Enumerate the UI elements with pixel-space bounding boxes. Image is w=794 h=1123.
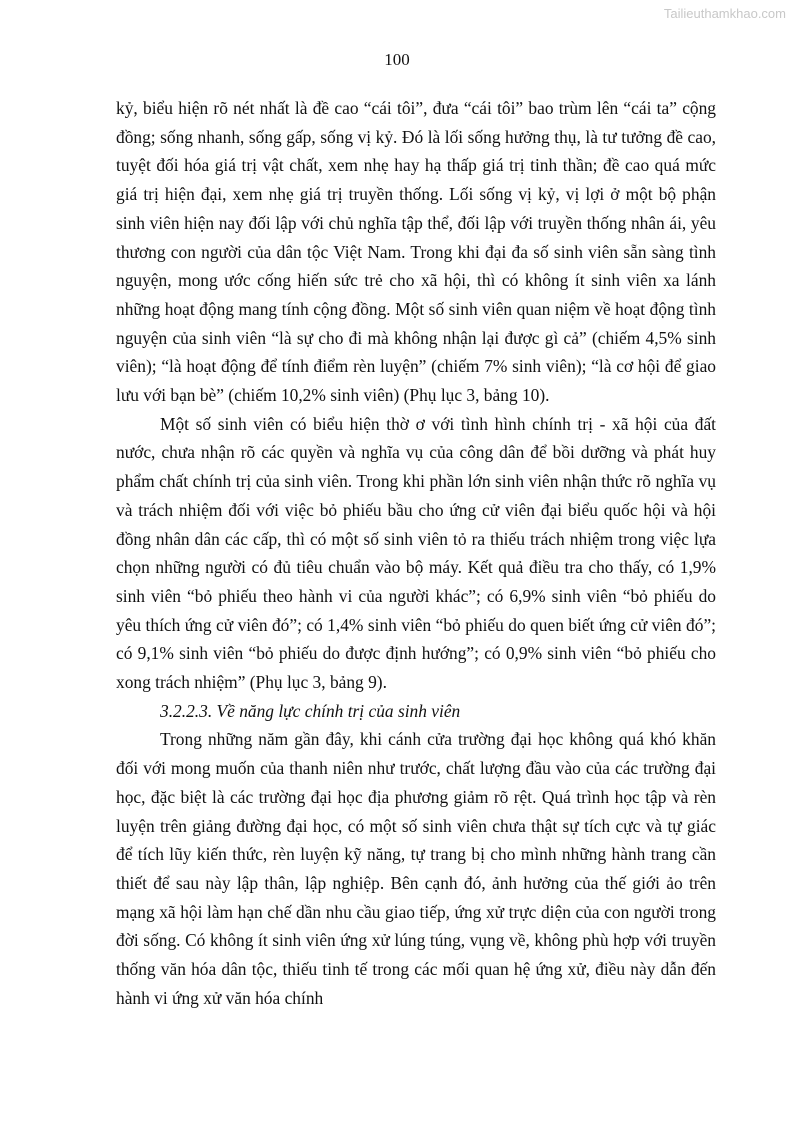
document-body [116,94,716,1013]
paragraph: Trong những năm gần đây, khi cánh cửa trường đại học không quá khó khăn đối với mong muốn của thanh niên như trước, chất lượng đầu vào của các trường đại học, đặc biệt là các trường đại học địa phương giảm rõ rệt. Quá trình học tập và rèn luyện trên giảng đường đại học, có một số sinh viên chưa thật sự tích cực và tự giác để tích lũy kiến thức, rèn luyện kỹ năng, tự trang bị cho mình những hành trang cần thiết để sau này lập thân, lập nghiệp. Bên cạnh đó, ảnh hưởng của thế giới ảo trên mạng xã hội làm hạn chế dần nhu cầu giao tiếp, ứng xử trực diện của con người trong đời sống. Có không ít sinh viên ứng xử lúng túng, vụng về, không phù hợp với truyền thống văn hóa dân tộc, thiếu tinh tế trong các mối quan hệ ứng xử, điều này dẫn đến hành vi ứng xử văn hóa chính [116,729,716,1008]
paragraph-continuation: kỷ, biểu hiện rõ nét nhất là đề cao “cái tôi”, đưa “cái tôi” bao trùm lên “cái ta” cộng đồng; sống nhanh, sống gấp, sống vị kỷ. Đó là lối sống hưởng thụ, là tư tưởng đề cao, tuyệt đối hóa giá trị vật chất, xem nhẹ hay hạ thấp giá trị tinh thần; đề cao quá mức giá trị hiện đại, xem nhẹ giá trị truyền thống. Lối sống vị kỷ, vị lợi ở một bộ phận sinh viên hiện nay đối lập với chủ nghĩa tập thể, đối lập với truyền thống nhân ái, yêu thương con người của dân tộc Việt Nam. Trong khi đại đa số sinh viên sẵn sàng tình nguyện, mong ước cống hiến sức trẻ cho xã hội, thì có không ít sinh viên xa lánh những hoạt động mang tính cộng đồng. Một số sinh viên quan niệm về hoạt động tình nguyện của sinh viên “là sự cho đi mà không nhận lại được gì cả” (chiếm 4,5% sinh viên); “là hoạt động để tính điểm rèn luyện” (chiếm 7% sinh viên); “là cơ hội để giao lưu với bạn bè” (chiếm 10,2% sinh viên) (Phụ lục 3, bảng 10). [116,98,716,406]
section-heading: 3.2.2.3. Về năng lực chính trị của sinh viên [160,700,461,721]
watermark: Tailieuthamkhao.com [663,6,786,21]
paragraph: Một số sinh viên có biểu hiện thờ ơ với tình hình chính trị - xã hội của đất nước, chưa nhận rõ các quyền và nghĩa vụ của công dân để bồi dưỡng và phát huy phẩm chất chính trị của sinh viên. Trong khi phần lớn sinh viên nhận thức rõ nghĩa vụ và trách nhiệm đối với việc bỏ phiếu bầu cho ứng cử viên đại biểu quốc hội và hội đồng nhân dân các cấp, thì có một số sinh viên tỏ ra thiếu trách nhiệm trong việc lựa chọn những người có đủ tiêu chuẩn vào bộ máy. Kết quả điều tra cho thấy, có 1,9% sinh viên “bỏ phiếu theo hành vi của người khác”; có 6,9% sinh viên “bỏ phiếu do yêu thích ứng cử viên đó”; có 1,4% sinh viên “bỏ phiếu do quen biết ứng cử viên đó”; có 9,1% sinh viên “bỏ phiếu do được định hướng”; có 0,9% sinh viên “bỏ phiếu cho xong trách nhiệm” (Phụ lục 3, bảng 9). [116,413,716,693]
page-number: 100 [384,50,410,69]
